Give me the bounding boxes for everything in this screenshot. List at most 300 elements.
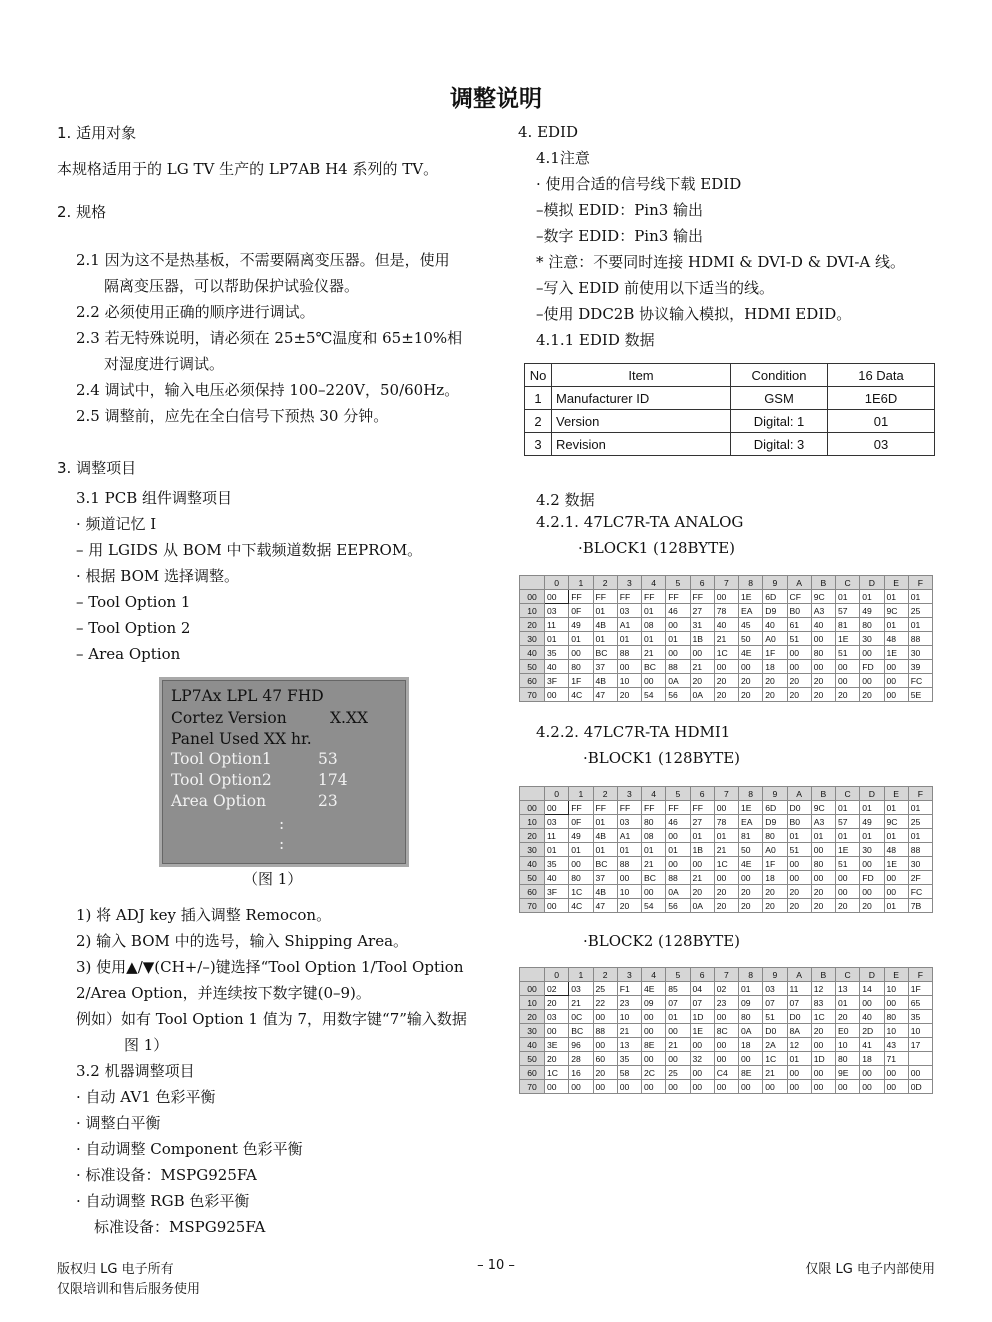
hex-cell: 10 [617,885,641,899]
hex-row-address: 20 [520,829,545,843]
table-row [525,387,935,410]
hex-col-header: 2 [593,787,617,801]
hex-cell: 14 [860,982,884,996]
list-item: · 根据 BOM 选择调整。 [76,567,240,585]
hex-cell: 20 [811,885,835,899]
analog-heading: 4.2.1. 47LC7R-TA ANALOG [536,513,744,531]
hex-cell: 00 [884,688,908,702]
hex-cell: 00 [666,618,690,632]
hex-col-header: F [908,968,932,982]
hex-cell: 48 [884,843,908,857]
hex-col-header: 6 [690,787,714,801]
hex-cell: 48 [884,632,908,646]
col-header: 16 Data [828,364,935,387]
hex-cell: 20 [690,674,714,688]
step-line: 图 1） [124,1036,169,1054]
hex-cell: 11 [545,618,569,632]
cell: GSM [731,387,828,410]
hex-row [520,660,933,674]
hex-cell: 54 [642,899,666,913]
hex-header-row [520,787,933,801]
hex-cell: 4B [593,674,617,688]
hex-cell: 4C [569,899,593,913]
hex-cell: 88 [617,646,641,660]
hex-cell: 20 [739,899,763,913]
hex-cell: F1 [617,982,641,996]
hex-col-header: 6 [690,968,714,982]
hex-col-header: 3 [617,968,641,982]
hex-cell: 0F [569,815,593,829]
hex-cell: 00 [811,632,835,646]
hex-cell: 1F [763,646,787,660]
hex-cell: 20 [763,688,787,702]
hex-cell: 01 [617,632,641,646]
osd-menu-figure [159,677,409,867]
hex-cell: 32 [690,1052,714,1066]
hex-cell: 01 [690,829,714,843]
hex-cell: 30 [908,646,932,660]
hex-cell: 9C [884,815,908,829]
hex-cell: 00 [714,1038,738,1052]
cell: Manufacturer ID [552,387,731,410]
hex-cell: 20 [787,885,811,899]
hex-cell: 56 [666,899,690,913]
hex-cell: 20 [714,688,738,702]
hex-col-header: F [908,787,932,801]
hex-row [520,871,933,885]
hex-cell: EA [739,604,763,618]
hex-cell: 03 [763,982,787,996]
hex-cell: 83 [811,996,835,1010]
hex-cell: 1E [739,590,763,604]
hex-row-address: 00 [520,590,545,604]
hex-cell: 80 [811,646,835,660]
hex-cell: 20 [545,996,569,1010]
footer-copyright: 版权归 LG 电子所有 [57,1262,174,1277]
hex-cell: 01 [836,996,860,1010]
hex-col-header: 4 [642,968,666,982]
hex-row-address: 00 [520,982,545,996]
hex-cell: 78 [714,604,738,618]
hex-col-header: 5 [666,968,690,982]
hex-cell: 01 [569,632,593,646]
hex-cell: 4B [593,618,617,632]
hex-cell: BC [593,857,617,871]
hex-cell: 0A [690,899,714,913]
hex-cell: 40 [860,1010,884,1024]
hex-cell: 01 [908,590,932,604]
hex-col-header: 3 [617,576,641,590]
osd-dots: : [279,815,285,833]
hex-row [520,1010,933,1024]
hex-cell: 01 [642,604,666,618]
hex-cell: FD [860,660,884,674]
hex-row-address: 10 [520,815,545,829]
hex-cell: 20 [836,1010,860,1024]
table-row [525,410,935,433]
hex-col-header: A [787,968,811,982]
hex-cell: 1C [811,1010,835,1024]
hex-cell: 1E [690,1024,714,1038]
hex-cell: 2C [642,1066,666,1080]
hex-cell: 16 [569,1066,593,1080]
hex-cell: 1C [545,1066,569,1080]
hex-cell: 01 [617,843,641,857]
hex-cell: 01 [836,590,860,604]
hex-col-header: 0 [545,787,569,801]
hex-cell: 01 [811,829,835,843]
hex-cell: 01 [739,982,763,996]
hex-cell: 01 [642,843,666,857]
hex-cell: 1F [569,674,593,688]
hex-cell: BC [642,660,666,674]
hex-row [520,590,933,604]
hex-cell: 21 [714,632,738,646]
hex-cell: 20 [739,688,763,702]
hex-cell: FF [642,801,666,815]
hex-header-row [520,968,933,982]
hex-cell: 40 [714,618,738,632]
hex-cell: 41 [860,1038,884,1052]
hex-cell: 8E [739,1066,763,1080]
hex-cell: 01 [593,815,617,829]
hex-cell: 00 [569,857,593,871]
hex-cell: 20 [836,899,860,913]
hex-cell: 17 [908,1038,932,1052]
step-line: 标准设备：MSPG925FA [94,1218,266,1236]
hex-cell: A3 [811,815,835,829]
hex-cell: 46 [666,604,690,618]
hex-cell: 00 [787,871,811,885]
hex-cell: 00 [811,1080,835,1094]
hex-cell: 00 [787,1066,811,1080]
hex-cell: 00 [787,660,811,674]
hex-cell: 58 [617,1066,641,1080]
hex-cell: FF [593,801,617,815]
hex-cell: 7B [908,899,932,913]
hex-cell: 20 [739,885,763,899]
hex-row-address: 00 [520,801,545,815]
hex-cell: 01 [860,801,884,815]
hex-row [520,1038,933,1052]
hex-cell: 20 [763,885,787,899]
hex-cell: 00 [666,1080,690,1094]
edid-note: · 使用合适的信号线下载 EDID [536,175,742,193]
hex-cell: 01 [908,618,932,632]
hex-cell: 1C [763,1052,787,1066]
hex-cell: 27 [690,815,714,829]
hex-cell: 00 [836,885,860,899]
edid-note: –数字 EDID：Pin3 输出 [536,227,704,245]
cell: 03 [828,433,935,456]
hex-cell: 01 [787,1052,811,1066]
hex-cell: FF [617,590,641,604]
hex-cell: 20 [811,1024,835,1038]
hex-cell: 01 [593,843,617,857]
hex-cell: 04 [690,982,714,996]
hex-cell: 2A [763,1038,787,1052]
hex-cell: 00 [666,646,690,660]
hex-cell: 03 [545,815,569,829]
hex-cell: 22 [593,996,617,1010]
hex-cell: 25 [593,982,617,996]
hex-row-address: 40 [520,1038,545,1052]
hex-cell: 00 [811,1038,835,1052]
hex-cell: 4E [642,982,666,996]
hex-row-address: 60 [520,674,545,688]
osd-value: 174 [318,771,348,789]
hex-cell: 00 [714,1080,738,1094]
hex-cell: 00 [836,871,860,885]
hex-cell: 61 [787,618,811,632]
hex-cell: 0A [666,674,690,688]
hex-row [520,996,933,1010]
hex-cell: 01 [545,843,569,857]
hex-cell: 8A [787,1024,811,1038]
hex-cell: 0D [908,1080,932,1094]
list-item: – 用 LGIDS 从 BOM 中下载频道数据 EEPROM。 [76,541,423,559]
hex-row-address: 50 [520,871,545,885]
hex-cell: 01 [860,590,884,604]
hex-row-address: 50 [520,660,545,674]
edid-note: –写入 EDID 前使用以下适当的线。 [536,279,774,297]
hex-cell: 00 [545,590,569,604]
hex-cell: 21 [763,1066,787,1080]
hex-cell: 00 [690,1038,714,1052]
hex-cell: 54 [642,688,666,702]
list-item: – Area Option [76,645,181,663]
hex-cell: 00 [569,646,593,660]
hex-cell: 21 [714,843,738,857]
hex-col-header: 1 [569,787,593,801]
hex-cell: 08 [642,829,666,843]
hex-cell: 1F [908,982,932,996]
hex-cell: FF [666,801,690,815]
hex-cell: 01 [593,604,617,618]
hex-cell: 00 [836,1080,860,1094]
hex-cell: FF [569,590,593,604]
hex-cell: 50 [739,843,763,857]
hex-cell: 00 [642,1010,666,1024]
edid-note: 4.1.1 EDID 数据 [536,331,655,349]
hex-cell: 51 [836,857,860,871]
hex-cell: 00 [860,674,884,688]
hex-cell: 6D [763,590,787,604]
hex-row-address: 40 [520,646,545,660]
spec-line: 2.4 调试中，输入电压必须保持 100–220V，50/60Hz。 [76,381,460,399]
section-1-text: 本规格适用于的 LG TV 生产的 LP7AB H4 系列的 TV。 [57,160,439,178]
hex-cell: 30 [860,843,884,857]
hex-cell: 00 [593,1080,617,1094]
hex-cell: 20 [811,899,835,913]
hex-cell: 39 [908,660,932,674]
hex-cell: 00 [836,674,860,688]
hex-col-header: 2 [593,968,617,982]
hex-col-header: 5 [666,787,690,801]
hex-cell: 27 [690,604,714,618]
spec-line: 2.3 若无特殊说明，请必须在 25±5℃温度和 65±10%相 [76,329,463,347]
hex-cell: 57 [836,604,860,618]
hex-col-header: E [884,787,908,801]
hex-col-header: B [811,968,835,982]
hex-cell: 65 [908,996,932,1010]
hex-cell: 01 [884,829,908,843]
hex-cell: 10 [908,1024,932,1038]
hex-cell: 37 [593,871,617,885]
section-2-heading: 2. 规格 [57,203,107,221]
hex-cell: 80 [811,857,835,871]
hex-row [520,1066,933,1080]
hex-cell: 03 [569,982,593,996]
hex-cell: 51 [836,646,860,660]
osd-line: LP7Ax LPL 47 FHD [171,687,324,705]
data-heading: 4.2 数据 [536,491,595,509]
hex-col-header: 7 [714,968,738,982]
hex-cell: 21 [666,1038,690,1052]
hex-cell: 07 [787,996,811,1010]
hex-row-address: 40 [520,857,545,871]
hex-cell: D0 [787,1010,811,1024]
cell: Digital: 1 [731,410,828,433]
hex-cell: 1E [836,632,860,646]
hex-cell: 80 [642,815,666,829]
hex-cell: 85 [666,982,690,996]
hex-cell: 21 [690,660,714,674]
hex-cell: 00 [569,1080,593,1094]
hex-cell: 60 [593,1052,617,1066]
table-header-row [525,364,935,387]
edid-note: * 注意：不要同时连接 HDMI & DVI-D & DVI-A 线。 [536,253,906,271]
hex-cell: 25 [666,1066,690,1080]
hex-cell: 00 [884,996,908,1010]
hex-cell: 21 [617,1024,641,1038]
hex-cell: 10 [617,674,641,688]
hex-cell: 12 [811,982,835,996]
hex-cell: 00 [860,1080,884,1094]
hex-cell: FF [642,590,666,604]
hex-cell: 80 [569,660,593,674]
hex-cell: 00 [787,1080,811,1094]
hex-cell: 00 [593,1010,617,1024]
step-line: · 自动调整 RGB 色彩平衡 [76,1192,250,1210]
hex-cell: 00 [787,646,811,660]
analog-block-label: ·BLOCK1 (128BYTE) [578,539,735,557]
hex-cell: 07 [763,996,787,1010]
hdmi-heading: 4.2.2. 47LC7R-TA HDMI1 [536,723,731,741]
hex-col-header: B [811,576,835,590]
hex-col-header: 1 [569,576,593,590]
hex-cell: 49 [860,815,884,829]
hex-col-header: 7 [714,576,738,590]
hex-cell: 00 [690,857,714,871]
hex-col-header: F [908,576,932,590]
hex-row-address: 70 [520,899,545,913]
hex-cell: 20 [836,688,860,702]
section-1-heading: 1. 适用对象 [57,124,137,142]
hex-dump-hdmi-block2 [519,967,933,1094]
hex-cell: C4 [714,1066,738,1080]
hex-cell: 1B [690,843,714,857]
hex-col-header: D [860,787,884,801]
hex-cell: 80 [569,871,593,885]
hex-cell: 21 [569,996,593,1010]
hex-cell: 12 [787,1038,811,1052]
spec-line: 对湿度进行调试。 [104,355,225,373]
hex-cell: 00 [860,885,884,899]
osd-line: Tool Option2 [171,771,272,789]
hex-cell: 45 [739,618,763,632]
hex-cell: 30 [860,632,884,646]
hex-cell: 40 [545,660,569,674]
hex-cell: 1E [739,801,763,815]
hex-row-address: 30 [520,843,545,857]
hex-cell: 02 [545,982,569,996]
hex-cell: 00 [884,674,908,688]
hex-row [520,982,933,996]
hex-cell: 88 [593,1024,617,1038]
hex-cell: 03 [617,604,641,618]
hex-cell: 01 [666,1010,690,1024]
hex-cell: 13 [617,1038,641,1052]
hex-cell: FF [617,801,641,815]
hex-cell: BC [593,646,617,660]
osd-value: 23 [318,792,338,810]
hex-cell: 00 [714,801,738,815]
hex-cell: 03 [545,604,569,618]
hex-col-header: 9 [763,968,787,982]
hex-cell: EA [739,815,763,829]
hex-col-header: B [811,787,835,801]
table-row [525,433,935,456]
step-line: 2) 输入 BOM 中的选号，输入 Shipping Area。 [76,932,409,950]
list-item: – Tool Option 1 [76,593,191,611]
footer-usage: 仅限培训和售后服务使用 [57,1282,201,1297]
hex-row [520,885,933,899]
hex-cell: 21 [642,646,666,660]
hex-cell: 28 [569,1052,593,1066]
hex-cell: A0 [763,632,787,646]
hex-cell: 20 [714,899,738,913]
edid-note: –模拟 EDID：Pin3 输出 [536,201,704,219]
hdmi-block2-label: ·BLOCK2 (128BYTE) [583,932,740,950]
hex-cell: 01 [908,829,932,843]
hex-cell: BC [642,871,666,885]
hex-cell: 00 [714,590,738,604]
hex-cell: 25 [908,815,932,829]
hex-cell: 00 [617,871,641,885]
hex-row-address: 10 [520,996,545,1010]
hex-cell: 81 [739,829,763,843]
hex-cell: 4B [593,829,617,843]
hex-cell: 51 [787,632,811,646]
hex-cell: 9C [811,801,835,815]
hex-cell: 00 [545,801,569,815]
hex-row [520,899,933,913]
hex-cell: FC [908,885,932,899]
hex-cell: 40 [545,871,569,885]
hex-cell: 20 [787,674,811,688]
hex-cell: A0 [763,843,787,857]
hex-cell: 57 [836,815,860,829]
hex-cell: 11 [545,829,569,843]
hex-row-address: 20 [520,618,545,632]
hex-cell: 1C [714,646,738,660]
footer-internal: 仅限 LG 电子内部使用 [805,1262,935,1277]
hex-cell: 00 [739,660,763,674]
hex-row [520,1024,933,1038]
hex-cell: E0 [836,1024,860,1038]
hex-cell: 2F [908,871,932,885]
